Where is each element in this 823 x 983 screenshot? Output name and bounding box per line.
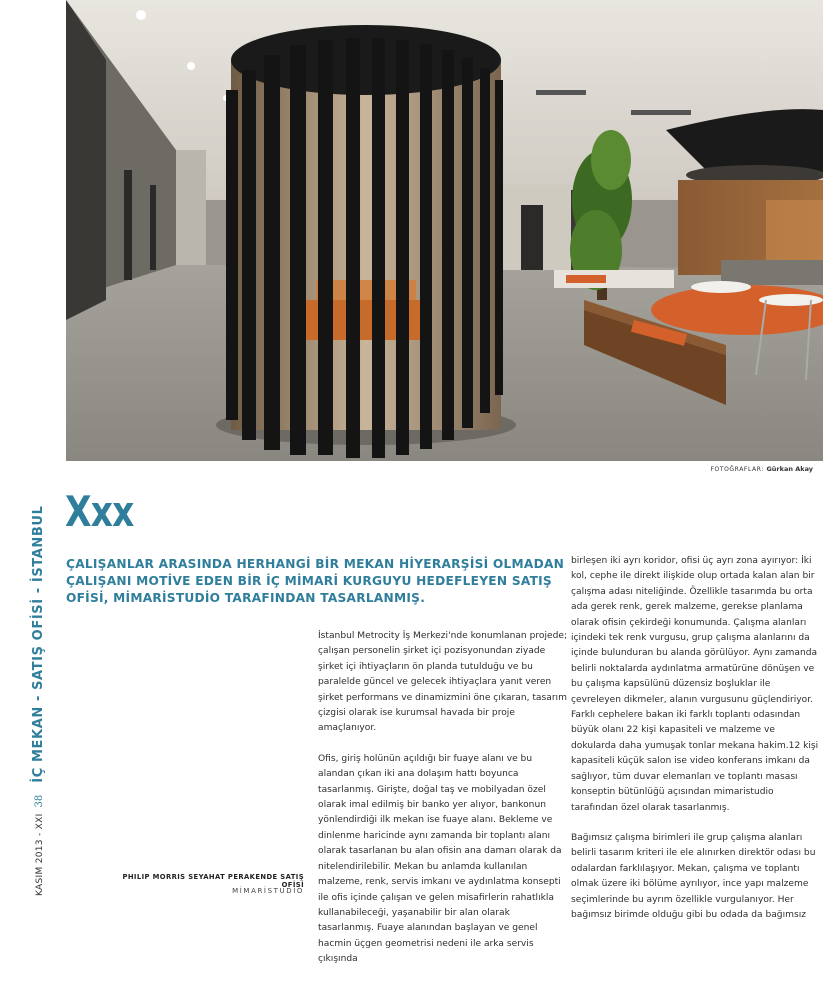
project-title: PHILIP MORRIS SEYAHAT PERAKENDE SATIŞ OFİSİ (122, 873, 304, 889)
hero-photo (66, 0, 823, 461)
body-paragraph: İstanbul Metrocity İş Merkezi'nde konumlanan projede; çalışan personelin şirket içi pozisyonundan ziyade şirket içi ihtiyaçların ön planda tutulduğu ve bu paralelde güncel ve gelecek ihtiyaçlara yanıt veren şirket performans ve dinamizmini öne çıkaran, tasarım çizgisi olarak ise kurumsal havada bir proje amaçlanıyor. (318, 631, 568, 734)
photographer-name: Gürkan Akay (766, 465, 813, 473)
photo-credit-label: FOTOĞRAFLAR: (710, 466, 764, 473)
vertical-running-head (27, 330, 49, 900)
body-column-1 (318, 629, 568, 983)
body-paragraph: Bağımsız çalışma birimleri ile grup çalışma alanları belirli tasarım kriteri ile ele alınırken direktör odası bu odalardan farklılaşıyor. Mekan, çalışma ve toplantı olmak üzere iki bölüme ayrılıyor, ince yapı malzeme seçimlerinde bu ayrım özellikle vurgulanıyor. Her bağımsız birimde olduğu gibi bu odada da bağımsız (571, 832, 816, 920)
body-column-2 (571, 554, 821, 938)
issue-label: KASIM 2013 - XXI (35, 813, 45, 896)
section-title: İÇ MEKAN - SATIŞ OFİSİ - İSTANBUL (31, 505, 46, 783)
article-headline: Xxx (65, 487, 134, 536)
project-studio: MİMARİSTUDİO (232, 887, 304, 895)
office-interior-illustration (66, 0, 823, 461)
article-lead: ÇALIŞANLAR ARASINDA HERHANGİ BİR MEKAN HİYERARŞİSİ OLMADAN ÇALIŞANI MOTİVE EDEN BİR İÇ MİMARİ KURGUYU HEDEFLEYEN SATIŞ OFİSİ, MİMARİSTUDİO TARAFINDAN TASARLANMIŞ. (66, 557, 565, 606)
body-paragraph: birleşen iki ayrı koridor, ofisi üç ayrı zona ayırıyor: İki kol, cephe ile direkt ilişkide olup ortada kalan alan bir çalışma adası niteliğinde. Özellikle tasarımda bu orta ada gerek renk, gerek malzeme, gerekse planlama olarak ofisin çekirdeği konumunda. Çalışma alanları içindeki tek renk vurgusu, grup çalışma alanlarını da içinde bulunduran bu alanda görülüyor. Aynı zamanda belirli noktalarda aydınlatma armatürüne dönüşen ve bu çalışma kapsülünü düzensiz boşluklar ile çevreleyen dikmeler, alanın vurgusunu güçlendiriyor. Farklı cephelere bakan iki farklı toplantı odasından büyük olanı 22 kişi kapasiteli ve malzeme ve dokularda daha yumuşak tonlar mekana hakim.12 kişi kapasiteli küçük salon ise video konferans imkanı da sağlıyor, tüm duvar elemanları ve toplantı masası konseptin bütünlüğü açısından mimaristudio tarafından özel olarak tasarlanmış. (571, 556, 819, 813)
photo-credit (710, 465, 813, 473)
body-paragraph: Ofis, giriş holünün açıldığı bir fuaye alanı ve bu alandan çıkan iki ana dolaşım hattı boyunca tasarlanmış. Girişte, doğal taş ve mobilyadan özel olarak imal edilmiş bir banko yer alıyor, bankonun yönlendirdiği ilk mekan ise fuaye alanı. Bekleme ve dinlenme haricinde aynı zamanda bir toplantı alanı olarak tasarlanan bu alan ofisin ana damarı olarak da nitelendirilebilir. Mekan bu anlamda kullanılan malzeme, renk, servis imkanı ve aydınlatma konsepti ile ofis içinde çalışan ve gelen misafirlerin rahatlıkla kullanabileceği, yaşanabilir bir alan olarak tasarlanmış. Fuaye alanından başlayan ve genel hacmin üçgen geometrisi nedeni ile arka servis çıkışında (318, 753, 562, 965)
page-number: 38 (34, 794, 45, 808)
